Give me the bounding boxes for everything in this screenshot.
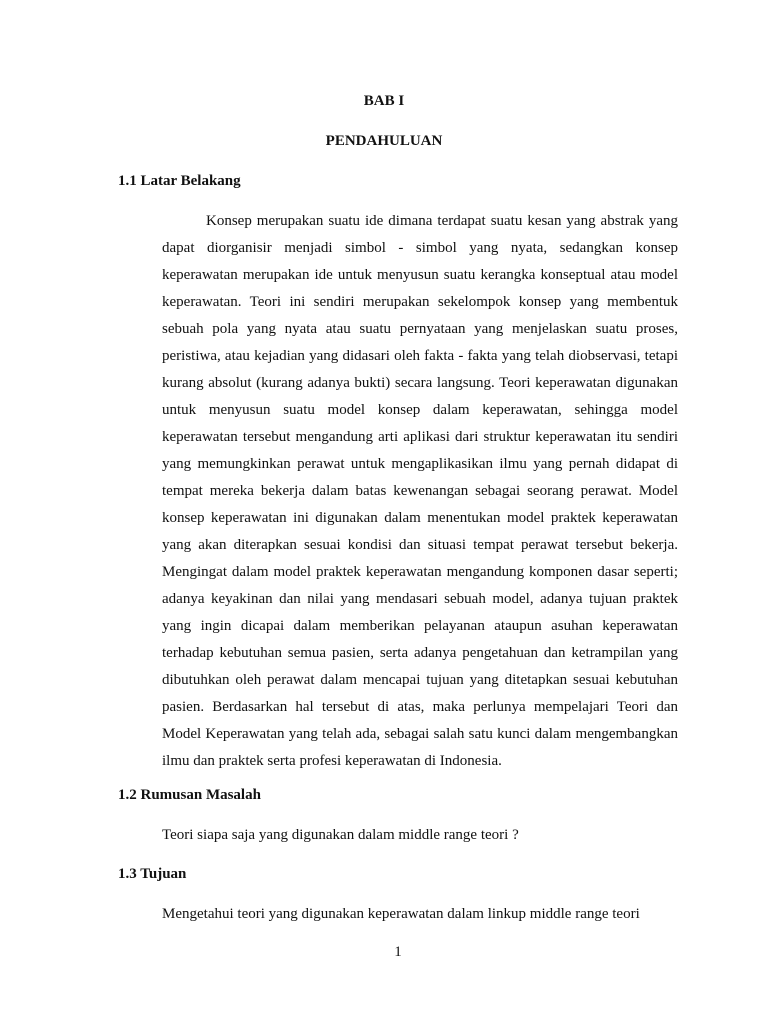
page-number: 1 bbox=[394, 944, 402, 960]
section-heading-latar-belakang: 1.1 Latar Belakang bbox=[118, 173, 241, 189]
paragraph-line: peristiwa, atau kejadian yang didasari oleh fakta - fakta yang telah diobservasi, tetapi bbox=[162, 348, 678, 364]
paragraph-tujuan: Mengetahui teori yang digunakan keperawatan dalam linkup middle range teori bbox=[162, 906, 640, 922]
paragraph-line: konsep keperawatan ini digunakan dalam menentukan model praktek keperawatan bbox=[162, 510, 678, 526]
paragraph-line: kurang absolut (kurang adanya bukti) secara langsung. Teori keperawatan digunakan bbox=[162, 375, 678, 391]
paragraph-line: sebuah pola yang nyata atau suatu pernyataan yang menjelaskan suatu proses, bbox=[162, 321, 678, 337]
section-heading-tujuan: 1.3 Tujuan bbox=[118, 866, 187, 882]
paragraph-line: dapat diorganisir menjadi simbol - simbol yang nyata, sedangkan konsep bbox=[162, 240, 678, 256]
paragraph-line: Mengingat dalam model praktek keperawatan mengandung komponen dasar seperti; bbox=[162, 564, 678, 580]
paragraph-line: yang akan diterapkan sesuai kondisi dan situasi tempat perawat tersebut bekerja. bbox=[162, 537, 678, 553]
paragraph-line: keperawatan merupakan ide untuk menyusun suatu kerangka konseptual atau model bbox=[162, 267, 678, 283]
paragraph-line: terhadap kebutuhan semua pasien, serta adanya pengetahuan dan ketrampilan yang bbox=[162, 645, 678, 661]
paragraph-line: adanya keyakinan dan nilai yang mendasari sebuah model, adanya tujuan praktek bbox=[162, 591, 678, 607]
paragraph-line: ilmu dan praktek serta profesi keperawatan di Indonesia. bbox=[162, 753, 502, 769]
paragraph-line: pasien. Berdasarkan hal tersebut di atas, maka perlunya mempelajari Teori dan bbox=[162, 699, 678, 715]
paragraph-line: yang ingin dicapai dalam memberikan pelayanan ataupun asuhan keperawatan bbox=[162, 618, 678, 634]
chapter-title: PENDAHULUAN bbox=[325, 133, 443, 149]
paragraph-line: untuk menyusun suatu model konsep dalam keperawatan, sehingga model bbox=[162, 402, 678, 418]
paragraph-line: keperawatan tersebut mengandung arti aplikasi dari struktur keperawatan itu sendiri bbox=[162, 429, 678, 445]
chapter-number: BAB I bbox=[363, 93, 405, 109]
paragraph-line: tempat mereka bekerja dalam batas kewenangan sebagai seorang perawat. Model bbox=[162, 483, 678, 499]
paragraph-line: yang memungkinkan perawat untuk mengaplikasikan ilmu yang pernah didapat di bbox=[162, 456, 678, 472]
paragraph-line: Konsep merupakan suatu ide dimana terdapat suatu kesan yang abstrak yang bbox=[206, 213, 678, 229]
paragraph-line: Model Keperawatan yang telah ada, sebagai salah satu kunci dalam mengembangkan bbox=[162, 726, 678, 742]
paragraph-rumusan-masalah: Teori siapa saja yang digunakan dalam middle range teori ? bbox=[162, 827, 519, 843]
paragraph-line: keperawatan. Teori ini sendiri merupakan sekelompok konsep yang membentuk bbox=[162, 294, 678, 310]
paragraph-line: dibutuhkan oleh perawat dalam mencapai tujuan yang ditetapkan sesuai kebutuhan bbox=[162, 672, 678, 688]
section-heading-rumusan-masalah: 1.2 Rumusan Masalah bbox=[118, 787, 261, 803]
